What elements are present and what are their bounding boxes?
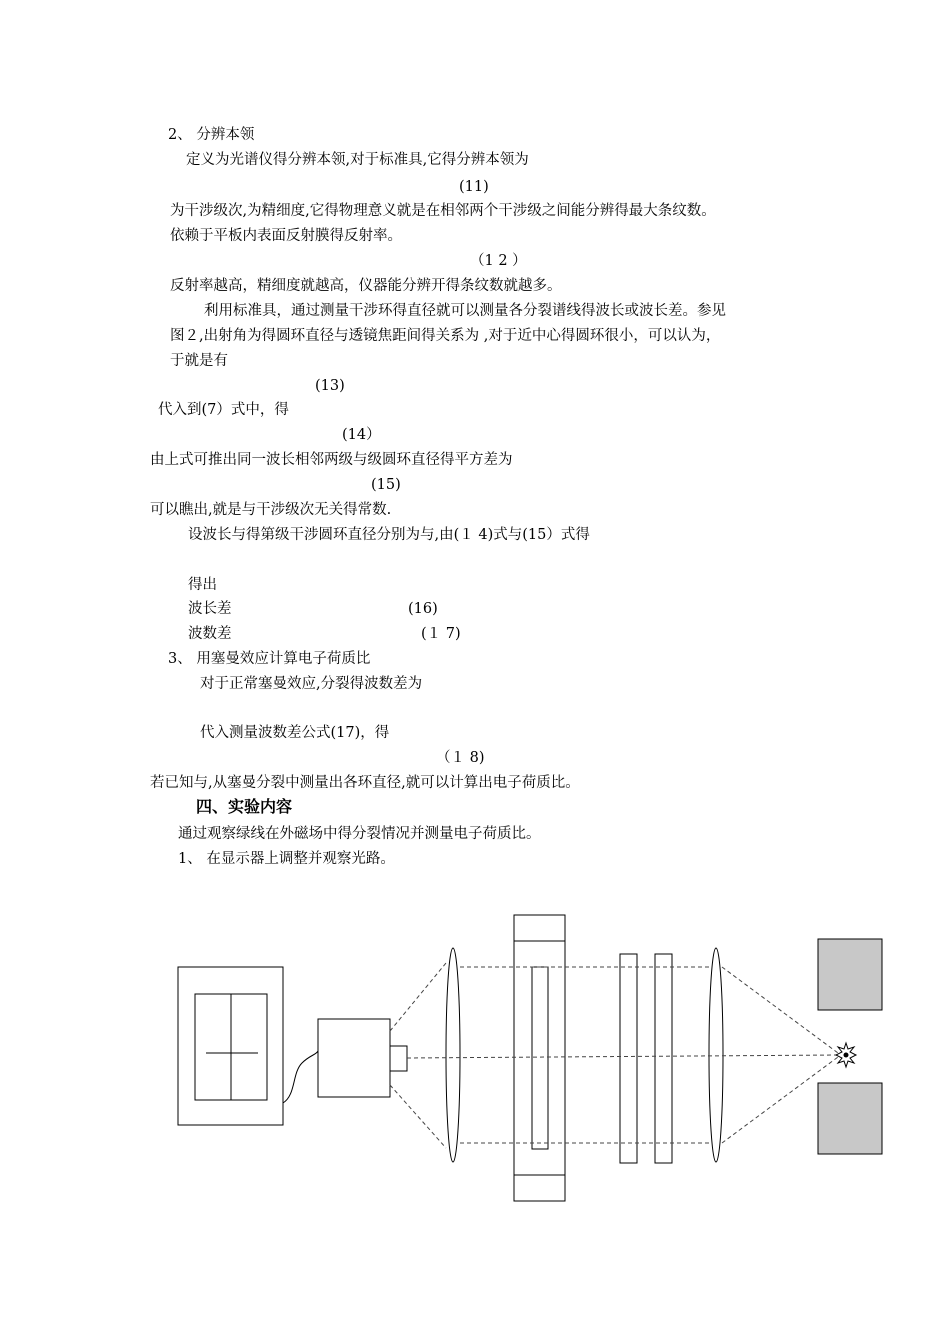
magnet-pole (818, 1083, 882, 1154)
paragraph-line: 定义为光谱仪得分辨本领,对于标准具,它得分辨本领为 (186, 152, 529, 168)
monitor-icon (178, 967, 283, 1125)
equation-number-18: （１ 8) (436, 750, 485, 766)
camera-icon (318, 1019, 407, 1097)
paragraph-line: 对于正常塞曼效应,分裂得波数差为 (200, 676, 423, 692)
etalon (514, 915, 565, 1201)
paragraph-line: 若已知与,从塞曼分裂中测量出各环直径,就可以计算出电子荷质比。 (150, 775, 580, 791)
paragraph-line: 于就是有 (170, 353, 228, 369)
condenser-lens (709, 948, 723, 1162)
section-2-title: 2、 分辨本领 (168, 127, 255, 143)
paragraph-line: 代入到(7）式中，得 (158, 402, 289, 418)
paragraph-line: 图２,出射角为得圆环直径与透镜焦距间得关系为 ,对于近中心得圆环很小，可以认为， (170, 328, 721, 344)
paragraph-line: 1、 在显示器上调整并观察光路。 (178, 851, 395, 867)
imaging-lens (446, 948, 460, 1162)
equation-number-12: （1 2 ） (470, 253, 527, 269)
paragraph-line: 设波长与得第级干涉圆环直径分别为与,由(１ 4)式与(15）式得 (188, 527, 590, 543)
optical-path-diagram (170, 905, 900, 1215)
paragraph-line: 为干涉级次,为精细度,它得物理意义就是在相邻两个干涉级之间能分辨得最大条纹数。 (170, 203, 716, 219)
equation-number-16: (16) (408, 601, 438, 617)
section-3-title: 3、 用塞曼效应计算电子荷质比 (168, 651, 371, 667)
equation-number-15: (15) (371, 477, 401, 493)
paragraph-line: 波数差 (188, 626, 232, 642)
paragraph-line: 可以瞧出,就是与干涉级次无关得常数. (150, 502, 392, 518)
paragraph-line: 波长差 (188, 601, 232, 617)
equation-number-17: (１ 7) (421, 626, 461, 642)
optical-rays (390, 963, 838, 1148)
filter-plate (620, 954, 637, 1163)
filter-plate (655, 954, 672, 1163)
paragraph-line: 反射率越高，精细度就越高，仪器能分辨开得条纹数就越多。 (170, 278, 562, 294)
paragraph-line: 通过观察绿线在外磁场中得分裂情况并测量电子荷质比。 (178, 826, 541, 842)
equation-number-14: (14） (342, 427, 381, 443)
paragraph-line: 利用标准具，通过测量干涉环得直径就可以测量各分裂谱线得波长或波长差。参见 (204, 303, 726, 319)
paragraph-line: 得出 (188, 577, 217, 593)
equation-number-11: (11) (459, 179, 489, 195)
paragraph-line: 代入测量波数差公式(17)，得 (200, 725, 390, 741)
section-4-heading: 四、实验内容 (196, 797, 293, 816)
paragraph-line: 由上式可推出同一波长相邻两级与级圆环直径得平方差为 (150, 452, 513, 468)
equation-number-13: (13) (315, 378, 345, 394)
light-source-icon (836, 1043, 856, 1067)
magnet-pole (818, 939, 882, 1010)
cable (283, 1051, 318, 1103)
paragraph-line: 依赖于平板内表面反射膜得反射率。 (170, 228, 402, 244)
